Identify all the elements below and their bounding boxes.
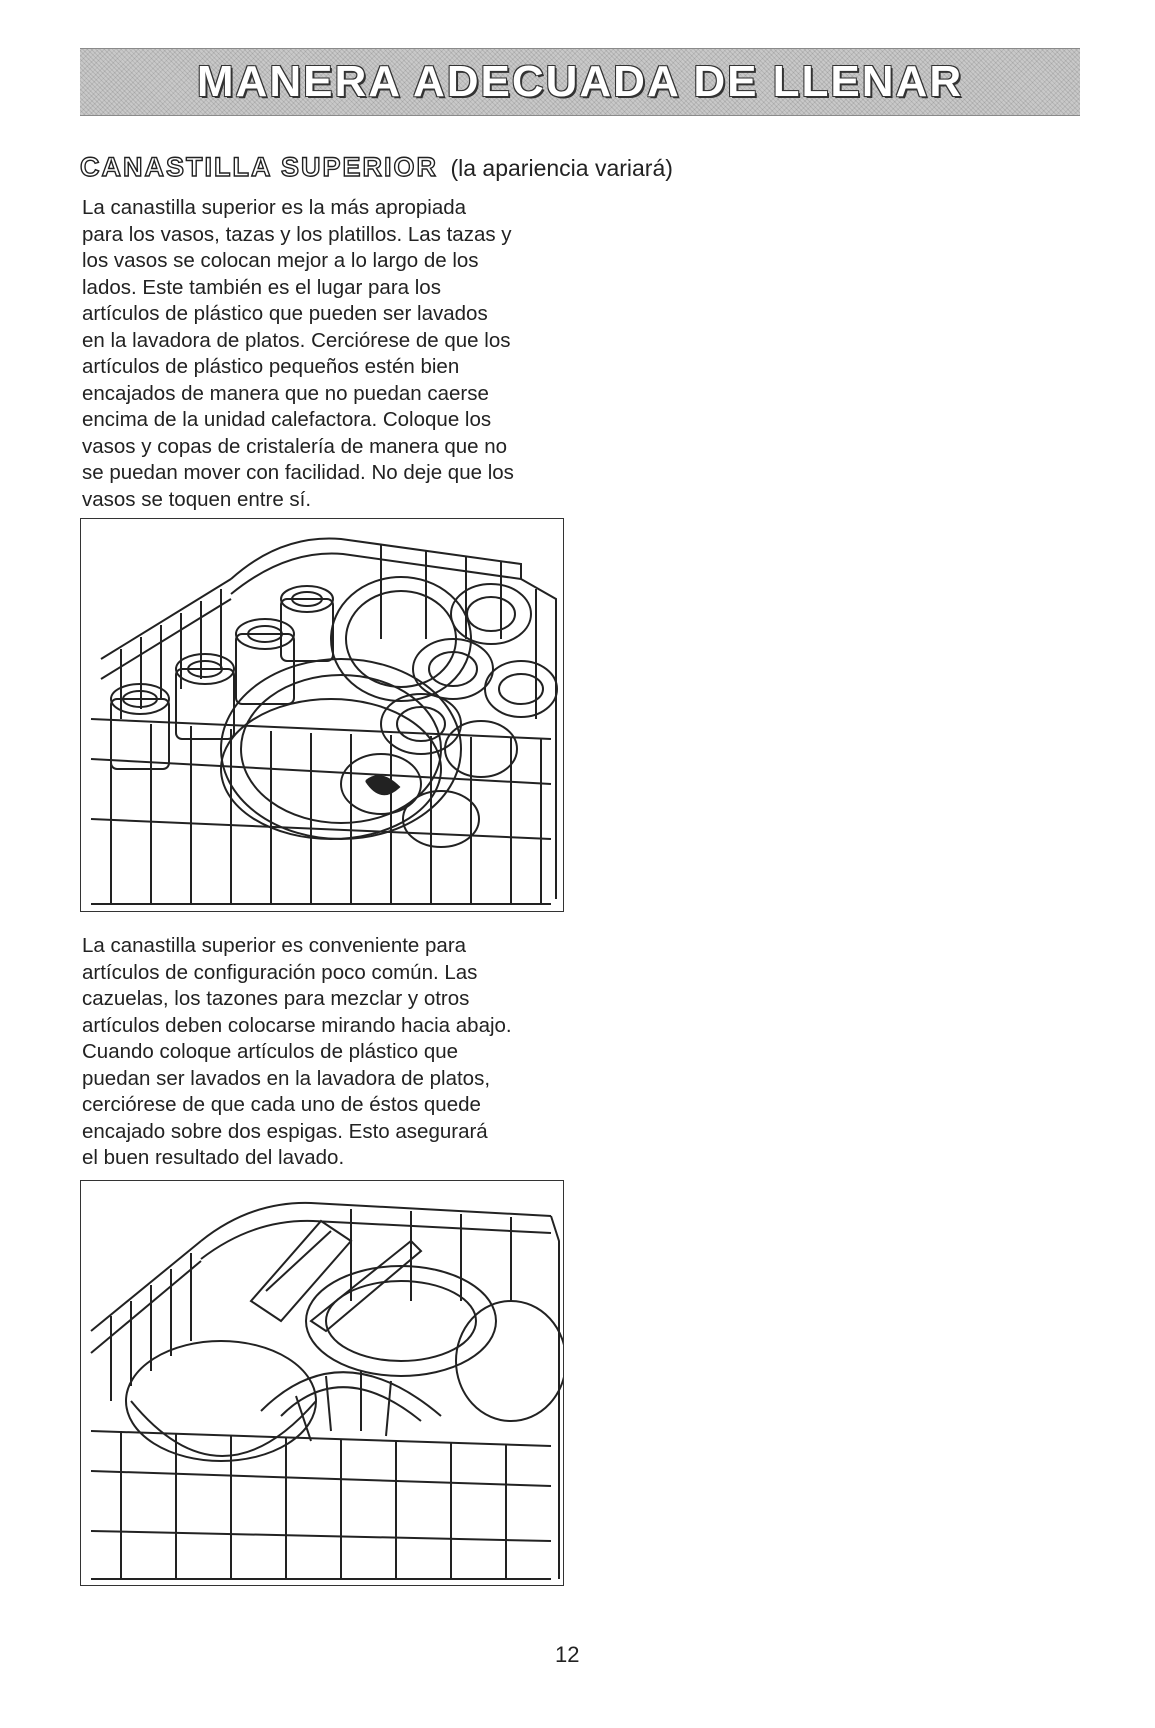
upper-rack-glasses-illustration (80, 518, 564, 912)
text-line: cazuelas, los tazones para mezclar y otros (82, 987, 470, 1010)
text-line: Cuando coloque artículos de plástico que (82, 1040, 459, 1063)
text-line: encima de la unidad calefactora. Coloque los (82, 408, 492, 431)
upper-rack-bowls-illustration (80, 1180, 564, 1586)
text-line: La canastilla superior es conveniente para (82, 934, 467, 957)
text-line: artículos de plástico pequeños estén bien (82, 355, 460, 378)
title-banner (80, 48, 1080, 116)
section-heading-note: (la apariencia variará) (450, 155, 673, 181)
text-line: puedan ser lavados en la lavadora de platos, (82, 1066, 491, 1090)
text-line: para los vasos, tazas y los platillos. Las tazas y (82, 222, 512, 246)
text-line: artículos deben colocarse mirando hacia abajo. (82, 1013, 512, 1037)
text-line: La canastilla superior es la más apropiada (82, 196, 467, 219)
text-line: se puedan mover con facilidad. No deje que los (82, 461, 514, 484)
text-line: los vasos se colocan mejor a lo largo de los (82, 249, 479, 272)
text-line: encajados de manera que no puedan caerse (82, 381, 489, 405)
text-line: vasos y copas de cristalería de manera que no (82, 434, 508, 458)
paragraph-upper-rack-bowls (82, 933, 602, 1172)
text-line: el buen resultado del lavado. (82, 1146, 345, 1169)
text-line: artículos de plástico que pueden ser lavados (82, 302, 488, 325)
text-line: artículos de configuración poco común. Las (82, 960, 478, 984)
section-heading (80, 152, 673, 183)
text-line: encajado sobre dos espigas. Esto asegurará (82, 1119, 488, 1143)
text-line: cerciórese de que cada uno de éstos quede (82, 1093, 481, 1116)
page-number: 12 (555, 1642, 580, 1667)
text-line: lados. Este también es el lugar para los (82, 275, 441, 299)
text-line: vasos se toquen entre sí. (82, 487, 312, 511)
text-line: en la lavadora de platos. Cerciórese de que los (82, 328, 511, 352)
page-title: MANERA ADECUADA DE LLENAR (196, 57, 964, 106)
paragraph-upper-rack-glasses (82, 195, 602, 513)
section-heading-title: CANASTILLA SUPERIOR (80, 152, 439, 182)
